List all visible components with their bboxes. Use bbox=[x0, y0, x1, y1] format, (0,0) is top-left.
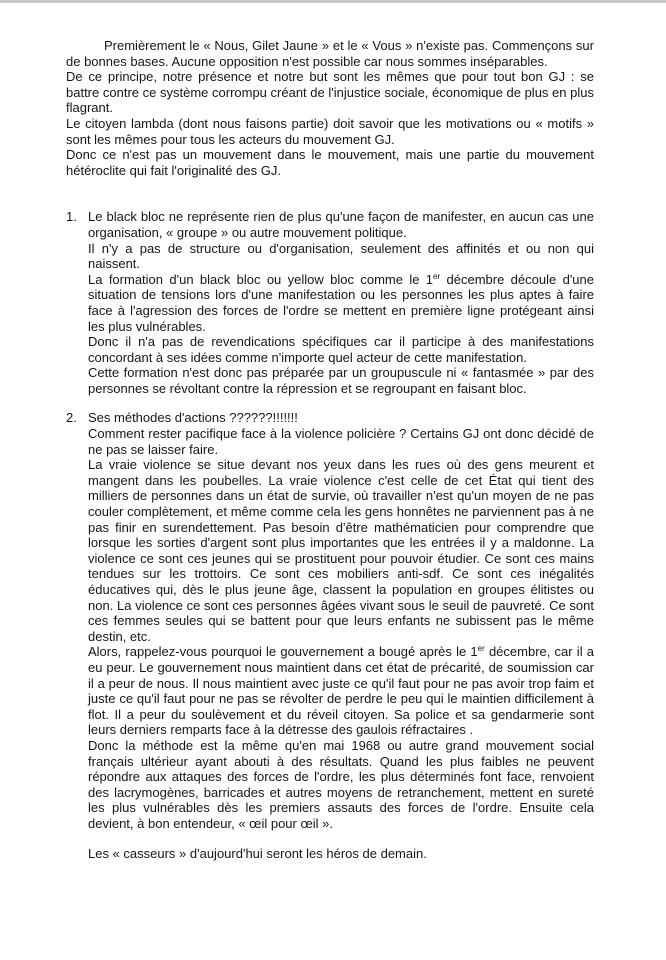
point-paragraph: Le black bloc ne représente rien de plus qu'une façon de manifester, en aucun cas une organisation, « groupe » ou autre mouvement politique. bbox=[88, 209, 594, 240]
intro-paragraph: Le citoyen lambda (dont nous faisons partie) doit savoir que les motivations ou « motifs » sont les mêmes pour tous les acteurs du mouvement GJ. bbox=[66, 115, 594, 147]
list-item bbox=[66, 209, 594, 396]
intro-section bbox=[66, 38, 594, 178]
point-heading: Ses méthodes d'actions ??????!!!!!!! bbox=[88, 410, 298, 426]
point-paragraph: Alors, rappelez-vous pourquoi le gouvernement a bougé après le 1er décembre, car il a eu peur. Le gouvernement nous maintient dans cet état de précarité, de soumission car il a peur de nous. Il nous maintient avec juste ce qu'il faut pour ne pas avoir trop faim et juste ce qu'il faut pour ne pas se révolter de perdre le peu qui le maintien difficilement à flot. Il a peur du soulèvement et du réveil citoyen. Sa police et sa gendarmerie sont leurs derniers remparts face à la détresse des gaulois réfractaires . bbox=[88, 644, 594, 738]
point-paragraph: La vraie violence se situe devant nos yeux dans les rues où des gens meurent et mangent dans les poubelles. La vraie violence c'est celle de cet État qui tient des milliers de personnes dans un état de survie, où travailler n'est qu'un moyen de ne pas couler complètement, et même comme cela les gens honnêtes ne parviennent pas à ne pas finir en surendettement. Pas besoin d'être mathématicien pour comprendre que lorsque les sorties d'argent sont plus importantes que les entrées il y a maldonne. La violence ce sont ces jeunes qui se prostituent pour pouvoir étudier. Ce sont ces mains tendues sur les trottoirs. Ce sont ces mobiliers anti-sdf. Ce sont ces inégalités éducatives qui, dès le plus jeune âge, classent la population en groupes élitistes ou non. La violence ce sont ces personnes âgées vivant sous le seuil de pauvreté. Ce sont ces femmes seules qui se battent pour que leurs enfants ne subissent pas le même destin, etc. bbox=[88, 457, 594, 644]
list-item bbox=[66, 410, 594, 831]
list-number: 2. bbox=[66, 410, 77, 426]
intro-paragraph: De ce principe, notre présence et notre but sont les mêmes que pour tout bon GJ : se battre contre ce système corrompu créant de l'injustice sociale, économique de plus en plus flagrant. bbox=[66, 69, 594, 116]
point-paragraph: Comment rester pacifique face à la violence policière ? Certains GJ ont donc décidé de ne pas se laisser faire. bbox=[88, 426, 594, 457]
point-paragraph: La formation d'un black bloc ou yellow bloc comme le 1er décembre découle d'une situation de tensions lors d'une manifestation ou les personnes les plus aptes à faire face à l'agression des forces de l'ordre se mettent en première ligne protégeant ainsi les plus vulnérables. bbox=[88, 271, 594, 334]
list-number: 1. bbox=[66, 209, 77, 225]
point-paragraph: Il n'y a pas de structure ou d'organisation, seulement des affinités et ou non qui naissent. bbox=[88, 240, 594, 272]
page-top-edge bbox=[0, 0, 666, 3]
closing-line: Les « casseurs » d'aujourd'hui seront les héros de demain. bbox=[88, 845, 427, 861]
intro-paragraph: Premièrement le « Nous, Gilet Jaune » et le « Vous » n'existe pas. Commençons sur de bonnes bases. Aucune opposition n'est possible car nous sommes inséparables. bbox=[66, 38, 594, 69]
point-paragraph: Donc il n'a pas de revendications spécifiques car il participe à des manifestations concordant à ses idées comme n'importe quel acteur de cette manifestation. bbox=[88, 334, 594, 365]
document-body bbox=[66, 38, 594, 861]
point-paragraph: Donc la méthode est la même qu'en mai 1968 ou autre grand mouvement social français ultérieur ayant abouti à des résultats. Quand les plus faibles ne peuvent répondre aux attaques des forces de l'ordre, les plus déterminés font face, renvoient des lacrymogènes, barricades et autres moyens de retranchement, mettent en sureté les plus vulnérables dès les premiers assauts des forces de l'ordre. Ensuite cela devient, à bon entendeur, « œil pour œil ». bbox=[88, 737, 594, 831]
point-paragraph: Cette formation n'est donc pas préparée par un groupuscule ni « fantasmée » par des personnes se révoltant contre la répression et se regroupant en faisant bloc. bbox=[88, 365, 594, 396]
numbered-list bbox=[66, 209, 594, 831]
intro-paragraph: Donc ce n'est pas un mouvement dans le mouvement, mais une partie du mouvement hétéroclite qui fait l'originalité des GJ. bbox=[66, 147, 594, 178]
